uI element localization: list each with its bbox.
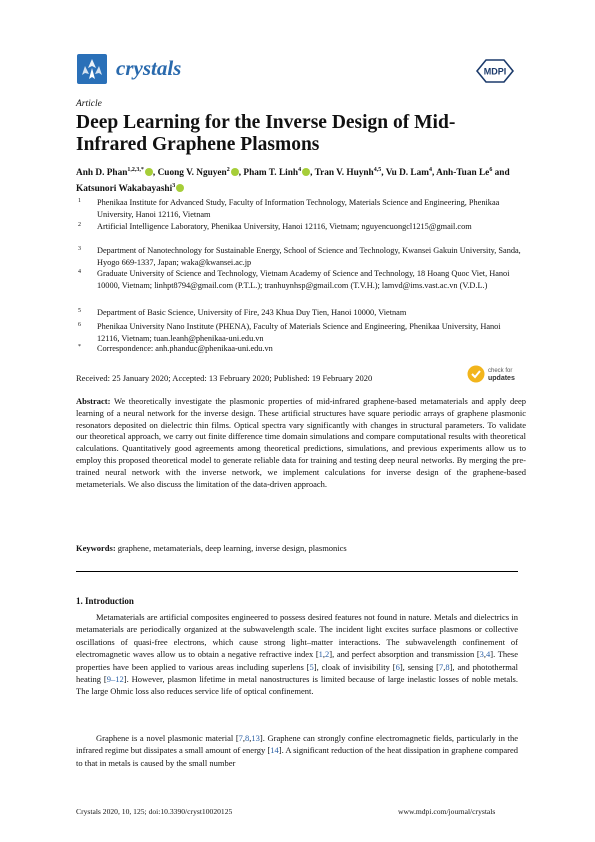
orcid-icon[interactable]	[145, 168, 153, 176]
check-for-updates-badge[interactable]	[466, 363, 526, 385]
paragraph-text: ]. These properties have been applied to various areas including superlens [	[76, 649, 518, 672]
journal-name[interactable]: crystals	[116, 56, 182, 80]
paragraph-text: ], and photothermal heating [	[76, 661, 518, 685]
affiliation-mark: 4	[78, 269, 81, 275]
author-affiliation-mark: 6	[489, 166, 493, 173]
publication-dates: Received: 25 January 2020; Accepted: 13 February 2020; Published: 19 February 2020	[76, 373, 373, 383]
affiliation-text: Artificial Intelligence Laboratory, Phenikaa University, Hanoi 12116, Vietnam; nguyencuongcl1215@gmail.com	[97, 222, 472, 231]
citation-link[interactable]: 7	[438, 661, 444, 672]
citation-link[interactable]: 13	[251, 733, 260, 743]
section-heading: 1. Introduction	[76, 596, 134, 606]
author-name: Anh D. Phan	[76, 168, 128, 178]
citation-link[interactable]: 5	[309, 661, 314, 672]
affiliation-item	[78, 321, 524, 344]
paragraph-text: ]. However, plasmon lifetime in metal nanostructures is limited because of large inelastic losses of noble metals. The large Ohmic loss also reduces service life of optical confinement.	[76, 674, 518, 697]
footer-citation: Crystals 2020, 10, 125; doi:10.3390/cryst10020125	[76, 807, 233, 816]
author-affiliation-mark: 2	[226, 166, 230, 173]
author-affiliation-mark: 4,5	[373, 166, 382, 173]
paragraph-text: ], cloak of invisibility [	[313, 661, 396, 672]
author-name: Cuong V. Nguyen	[157, 168, 227, 178]
affiliation-item	[78, 343, 524, 355]
citation-link[interactable]: 8	[445, 661, 450, 672]
author-affiliation-mark: 4	[429, 166, 433, 173]
footer-journal-url[interactable]: www.mdpi.com/journal/crystals	[398, 807, 496, 816]
paragraph-text: ,	[483, 649, 487, 660]
intro-paragraph-2	[76, 732, 518, 769]
svg-text:check for: check for	[488, 368, 513, 374]
author-affiliation-mark: 1,2,3,*	[127, 166, 144, 173]
paragraph-text: ], and perfect absorption and transmission [	[329, 649, 480, 660]
affiliation-mark: 6	[78, 322, 81, 328]
orcid-icon[interactable]	[231, 168, 239, 176]
affiliation-item	[78, 221, 524, 233]
citation-link[interactable]: 3	[479, 649, 484, 660]
affiliation-text: Department of Basic Science, University of Fire, 243 Khua Duy Tien, Hanoi 10000, Vietnam	[97, 308, 407, 317]
journal-logo-icon	[77, 54, 107, 84]
affiliation-text: Department of Nanotechnology for Sustainable Energy, School of Science and Technology, Kwansei Gakuin University, Sanda, Hyogo 669-1337, Japan; waka@kwansei.ac.jp	[97, 246, 521, 267]
paragraph-text: ,	[322, 649, 326, 660]
author-name: Anh-Tuan Le	[436, 168, 490, 178]
paragraph-text: ], sensing [	[399, 661, 439, 672]
paragraph-text: ,	[443, 661, 446, 672]
author-name: Tran V. Huynh	[314, 168, 374, 178]
page-title: Deep Learning for the Inverse Design of Mid-Infrared Graphene Plasmons	[76, 112, 456, 155]
author-name: Pham T. Linh	[243, 168, 299, 178]
citation-link[interactable]: 8	[245, 733, 250, 743]
mdpi-logo-icon[interactable]	[476, 59, 514, 83]
keywords-label: Keywords:	[76, 543, 116, 553]
keywords-text: graphene, metamaterials, deep learning, inverse design, plasmonics	[117, 543, 347, 553]
citation-link[interactable]: 1	[318, 649, 323, 660]
affiliation-mark: *	[78, 344, 81, 350]
citation-link[interactable]: 2	[325, 649, 330, 660]
paragraph-text: Graphene is a novel plasmonic material [	[96, 733, 239, 743]
author-list: Anh D. Phan$^{1,2,3,*}$ , Cuong V. Nguyen$^2$ , Pham T. Linh$^4$ , Tran V. Huynh$^{4,5}$, Vu D. Lam$^4$, Anh-Tuan Le$^6$ and Katsunori Wakabayashi$^3$	[76, 166, 510, 194]
keywords	[76, 543, 526, 553]
citation-link[interactable]: 7	[238, 733, 243, 743]
affiliation-text: Phenikaa University Nano Institute (PHENA), Faculty of Materials Science and Engineering, Phenikaa University, Hanoi 12116, Vietnam; tuan.leanh@phenikaa-uni.edu.vn	[97, 322, 501, 343]
section-divider	[76, 571, 518, 572]
intro-paragraph-1	[76, 611, 518, 698]
paragraph-text: Metamaterials are artificial composites engineered to possess desired features not found in nature. Metals and dielectrics in metamaterials are periodically organized at the subwavelength scale. The incident light excites surface plasmons or collective oscillations of quasi-free electrons, which cause strong light–matter interactions. The subwavelength confinement of electromagnetic waves allow us to obtain a negative refractive index [	[76, 612, 518, 660]
svg-text:MDPI: MDPI	[483, 66, 507, 77]
article-type: Article	[76, 99, 102, 109]
affiliation-item	[78, 197, 524, 220]
affiliation-item	[78, 268, 524, 291]
affiliation-item	[78, 307, 524, 319]
abstract-text: We theoretically investigate the plasmonic properties of mid-infrared graphene-based metamaterials and apply deep learning of a neural network for the inverse design. These artificial structures have square periodic arrays of graphene plasmonic resonators deposited on dielectric thin films. Optical spectra vary significantly with changes in structural parameters. To validate our theoretical approach, we carry out finite difference time domain simulations and compare computational results with theoretical calculations. Quantitatively good agreements among theoretical predictions, simulations, and previous experiments allow us to employ this proposed theoretical model to generate reliable data for training and testing deep neural networks. By merging the pre-trained neural network with the inverse network, we implement calculations for inverse design of the graphene-based metameterials. We also discuss the limitation of the data-driven approach.	[76, 396, 526, 489]
affiliation-text: Graduate University of Science and Technology, Vietnam Academy of Science and Technology, 18 Hoang Quoc Viet, Hanoi 10000, Vietnam; linhpt8794@gmail.com (P.T.L.); tranhuynhsp@gmail.com (T.V.H.); lamvd@ims.vast.ac.vn (V.D.L.)	[97, 269, 510, 290]
orcid-icon[interactable]	[302, 168, 310, 176]
author-name: Vu D. Lam	[385, 168, 430, 178]
paragraph-text: ]. Graphene can strongly confine electromagnetic fields, particularly in the infrared regime but dissipates a small amount of energy [	[76, 733, 519, 756]
citation-link[interactable]: 6	[395, 661, 400, 672]
author-affiliation-mark: 3	[172, 182, 176, 189]
affiliation-mark: 5	[78, 308, 81, 314]
affiliation-item	[78, 245, 524, 268]
citation-link[interactable]: 4	[486, 649, 491, 660]
affiliation-mark: 1	[78, 198, 81, 204]
citation-link[interactable]: 9–12	[106, 674, 124, 685]
abstract-label: Abstract:	[76, 396, 111, 406]
abstract	[76, 396, 526, 490]
affiliation-text: Correspondence: anh.phanduc@phenikaa-uni.edu.vn	[97, 344, 273, 353]
author-affiliation-mark: 4	[298, 166, 302, 173]
paragraph-text: ,	[249, 733, 252, 743]
author-name: Katsunori Wakabayashi	[76, 184, 173, 194]
svg-text:updates: updates	[488, 375, 515, 382]
paragraph-text: ]. A significant reduction of the heat dissipation in graphene compared to that in metals is caused by the small number	[76, 745, 518, 768]
orcid-icon[interactable]	[176, 184, 184, 192]
paragraph-text: ,	[242, 733, 246, 743]
affiliation-mark: 3	[78, 246, 81, 252]
affiliation-mark: 2	[78, 222, 81, 228]
affiliation-text: Phenikaa Institute for Advanced Study, Faculty of Information Technology, Materials Science and Engineering, Phenikaa University, Hanoi 12116, Vietnam	[97, 198, 500, 219]
citation-link[interactable]: 14	[270, 745, 279, 756]
